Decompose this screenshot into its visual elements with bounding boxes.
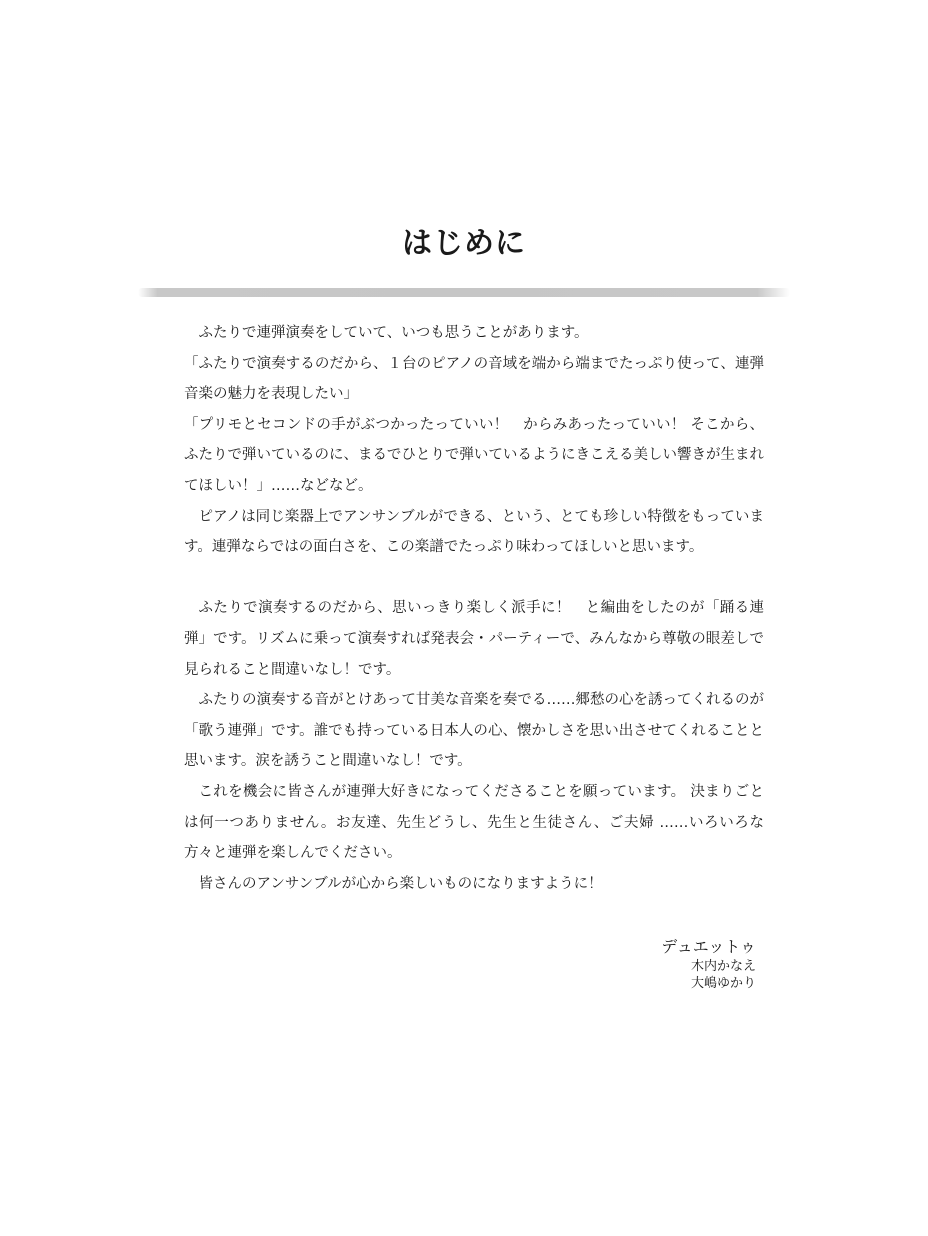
paragraph-6: ふたりの演奏する音がとけあって甘美な音楽を奏でる……郷愁の心を誘ってくれるのが「歌う連弾」です。誰でも持っている日本人の心、懐かしさを思い出させてくれることと思います。涙を誘うこと間違いなし！です。 xyxy=(184,692,764,770)
paragraph-1: ふたりで連弾演奏をしていて、いつも思うことがあります。 xyxy=(198,325,589,341)
paragraph-2: 「ふたりで演奏するのだから、１台のピアノの音域を端から端までたっぷり使って、連弾音楽の魅力を表現したい」 xyxy=(184,355,764,403)
paragraph-7: これを機会に皆さんが連弾大好きになってくださることを願っています。 決まりごとは何一つありません。お友達、先生どうし、先生と生徒さん、ご夫婦 ……いろいろな方々と連弾を楽しんでください。 xyxy=(184,783,764,862)
signature-member: 木内かなえ xyxy=(690,959,756,974)
signature-group-name: デュエットゥ xyxy=(661,937,756,956)
signature xyxy=(661,936,756,992)
preface-body xyxy=(184,318,764,899)
paragraph-spacer xyxy=(184,563,764,594)
paragraph-4: ピアノは同じ楽器上でアンサンブルができる、という、とても珍しい特徴をもっています。連弾ならではの面白さを、この楽譜でたっぷり味わってほしいと思います。 xyxy=(184,508,764,556)
paragraph-5: ふたりで演奏するのだから、思いっきり楽しく派手に！ と編曲をしたのが「踊る連弾」です。リズムに乗って演奏すれば発表会・パーティーで、みんなから尊敬の眼差しで見られること間違いなし！です。 xyxy=(184,600,764,678)
page-title: はじめに xyxy=(402,226,526,261)
paragraph-3: 「プリモとセコンドの手がぶつかったっていい！ からみあったっていい！ そこから、ふたりで弾いているのに、まるでひとりで弾いているようにきこえる美しい響きが生まれてほしい！」……などなど。 xyxy=(184,416,764,494)
signature-member: 大嶋ゆかり xyxy=(690,976,756,991)
title-divider xyxy=(138,288,790,297)
paragraph-8: 皆さんのアンサンブルが心から楽しいものになりますように！ xyxy=(198,875,603,892)
